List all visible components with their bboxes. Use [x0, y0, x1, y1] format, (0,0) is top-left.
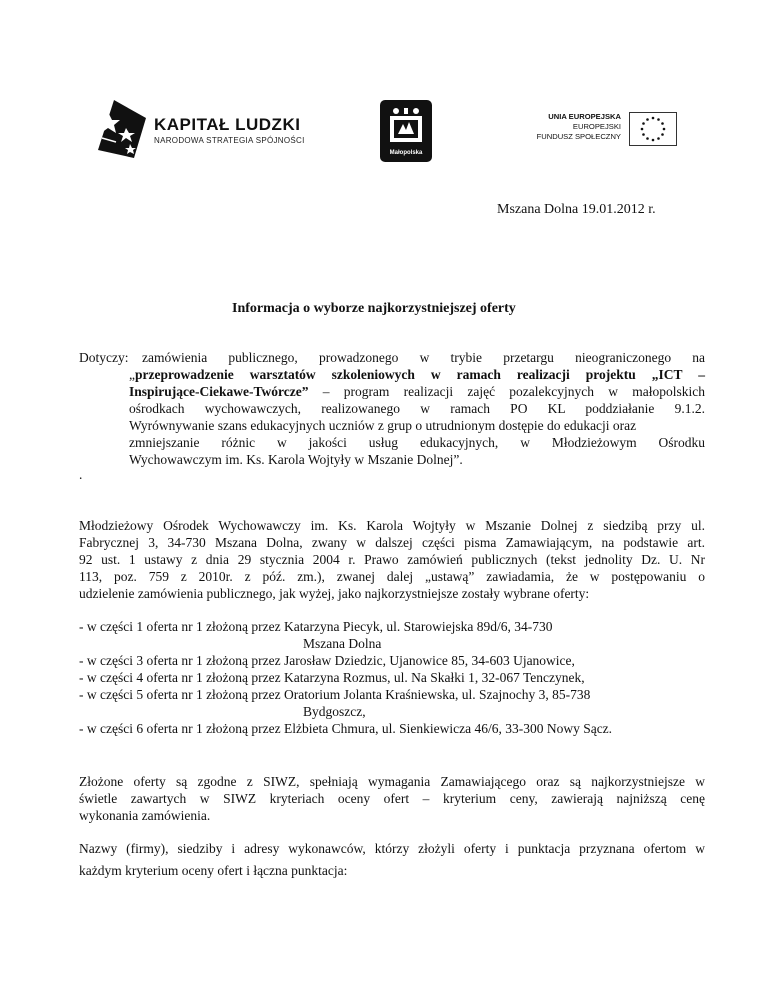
dotyczy-line-3-bold: Inspirujące-Ciekawe-Twórcze” [129, 384, 309, 399]
ue-line-1: UNIA EUROPEJSKA [548, 112, 621, 121]
conclusion-line-1: Złożone oferty są zgodne z SIWZ, spełniają wymagania Zamawiającego oraz są najkorzystniejsze w [79, 774, 705, 789]
closing-line-1: Nazwy (firmy), siedziby i adresy wykonawców, którzy złożyli oferty i punktacja przyznana ofertom w [79, 841, 705, 856]
conclusion-line-2: świetle zawartych w SIWZ kryteriach oceny ofert – kryterium ceny, zawierają najniższą cenę [79, 791, 705, 806]
dotyczy-line-2-prefix: „ [129, 367, 135, 382]
offer-part-3: - w części 3 oferta nr 1 złożoną przez Jarosław Dziedzic, Ujanowice 85, 34-603 Ujanowice, [79, 653, 575, 668]
offer-part-1: - w części 1 oferta nr 1 złożoną przez Katarzyna Piecyk, ul. Starowiejska 89d/6, 34-730 [79, 619, 553, 634]
dotyczy-line-2 [129, 366, 705, 383]
offer-part-6: - w części 6 oferta nr 1 złożoną przez Elżbieta Chmura, ul. Sienkiewicza 46/6, 33-300 Nowy Sącz. [79, 721, 613, 736]
dotyczy-line-7: Wychowawczym im. Ks. Karola Wojtyły w Mszanie Dolnej”. [129, 452, 463, 467]
malopolska-figure-icon [386, 106, 426, 144]
intro-line-5: udzielenie zamówienia publicznego, jak wyżej, jako najkorzystniejsze zostały wybrane oferty: [79, 586, 590, 601]
offer-part-4: - w części 4 oferta nr 1 złożoną przez Katarzyna Rozmus, ul. Na Skałki 1, 32-067 Tenczynek, [79, 670, 585, 685]
intro-line-2: Fabrycznej 3, 34-730 Mszana Dolna, zwany w dalszej części pisma Zamawiającym, na podstawie art. [79, 535, 705, 550]
document-date: Mszana Dolna 19.01.2012 r. [497, 202, 656, 217]
ue-line-3: FUNDUSZ SPOŁECZNY [536, 132, 621, 141]
kapital-ludzki-subtitle: NARODOWA STRATEGIA SPÓJNOŚCI [154, 136, 305, 145]
intro-line-4: 113, poz. 759 z 2010r. z póź. zm.), zwanej dalej „ustawą” zawiadamia, że w postępowaniu o [79, 569, 705, 584]
dotyczy-line-5: Wyrównywanie szans edukacyjnych uczniów z grup o utrudnionym dostępie do edukacji oraz [129, 418, 637, 433]
conclusion-line-3: wykonania zamówienia. [79, 808, 211, 823]
dotyczy-label: Dotyczy: [79, 350, 129, 365]
offer-part-1-city: Mszana Dolna [303, 636, 382, 651]
ue-line-2: EUROPEJSKI [572, 122, 621, 131]
dotyczy-line-3-rest: – program realizacji zajęć pozalekcyjnych w małopolskich [308, 384, 705, 399]
document-title: Informacja o wyborze najkorzystniejszej oferty [232, 301, 516, 316]
closing-line-2: każdym kryterium oceny ofert i łączna punktacja: [79, 863, 348, 878]
unia-europejska-logo [497, 112, 677, 156]
kapital-ludzki-emblem-icon [94, 98, 150, 160]
eu-flag-icon [629, 112, 677, 146]
stray-dot: . [79, 467, 83, 482]
malopolska-label: Małopolska [389, 150, 423, 156]
offer-part-5-city: Bydgoszcz, [303, 704, 366, 719]
dotyczy-line-6: zmniejszanie różnic w jakości usług edukacyjnych, w Młodzieżowym Ośrodku [129, 435, 705, 450]
kapital-ludzki-logo [94, 98, 314, 160]
kapital-ludzki-title: KAPITAŁ LUDZKI [154, 115, 301, 134]
dotyczy-line-2-bold: przeprowadzenie warsztatów szkoleniowych w ramach realizacji projektu „ICT – [135, 367, 705, 382]
dotyczy-line-4: ośrodkach wychowawczych, realizowanego w ramach PO KL poddziałanie 9.1.2. [129, 401, 705, 416]
dotyczy-line-3 [129, 383, 705, 400]
intro-line-3: 92 ust. 1 ustawy z dnia 29 stycznia 2004 r. Prawo zamówień publicznych (tekst jednolity Dz. U. Nr [79, 552, 705, 567]
malopolska-logo [380, 100, 432, 162]
dotyczy-line-1: zamówienia publicznego, prowadzonego w trybie przetargu nieograniczonego na [142, 350, 705, 365]
intro-line-1: Młodzieżowy Ośrodek Wychowawczy im. Ks. Karola Wojtyły w Mszanie Dolnej z siedzibą przy ul. [79, 518, 705, 533]
offer-part-5: - w części 5 oferta nr 1 złożoną przez Oratorium Jolanta Kraśniewska, ul. Szajnochy 3, 85-738 [79, 687, 591, 702]
